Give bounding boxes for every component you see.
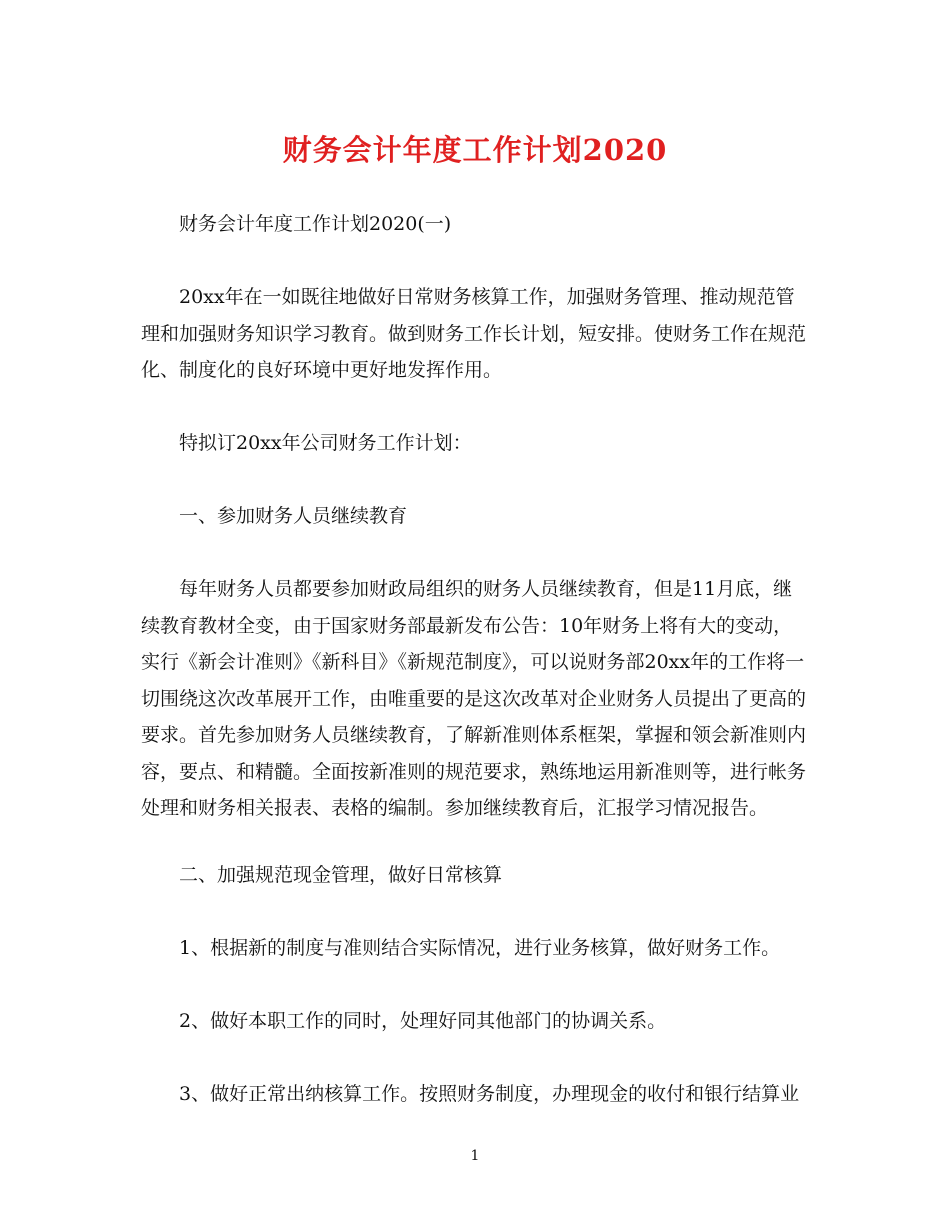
document-title: 财务会计年度工作计划2020 — [282, 133, 668, 167]
section-heading-cash-management: 二、加强规范现金管理，做好日常核算 — [179, 864, 503, 886]
section-heading-education: 一、参加财务人员继续教育 — [179, 505, 408, 527]
section-heading-plan-one: 财务会计年度工作计划2020(一) — [179, 213, 452, 235]
page-number: 1 — [470, 1148, 480, 1164]
list-item-3: 3、做好正常出纳核算工作。按照财务制度，办理现金的收付和银行结算业 — [179, 1083, 800, 1105]
list-item-1: 1、根据新的制度与准则结合实际情况，进行业务核算，做好财务工作。 — [179, 937, 781, 959]
list-item-2: 2、做好本职工作的同时，处理好同其他部门的协调关系。 — [179, 1010, 667, 1032]
paragraph-education: 每年财务人员都要参加财政局组织的财务人员继续教育，但是11月底，继续教育教材全变，由于国家财务部最新发布公告：10年财务上将有大的变动，实行《新会计准则》《新科目》《新规范制度》，可以说财务部20xx年的工作将一切围绕这次改革展开工作，由唯重要的是这次改革对企业财务人员提出了更高的要求。首先参加财务人员继续教育，了解新准则体系框架，掌握和领会新准则内容，要点、和精髓。全面按新准则的规范要求，熟练地运用新准则等，进行帐务处理和财务相关报表、表格的编制。参加继续教育后，汇报学习情况报告。 — [141, 578, 807, 819]
paragraph-intro: 20xx年在一如既往地做好日常财务核算工作，加强财务管理、推动规范管理和加强财务知识学习教育。做到财务工作长计划，短安排。使财务工作在规范化、制度化的良好环境中更好地发挥作用。 — [141, 286, 807, 381]
paragraph-plan-lead: 特拟订20xx年公司财务工作计划： — [179, 432, 472, 454]
